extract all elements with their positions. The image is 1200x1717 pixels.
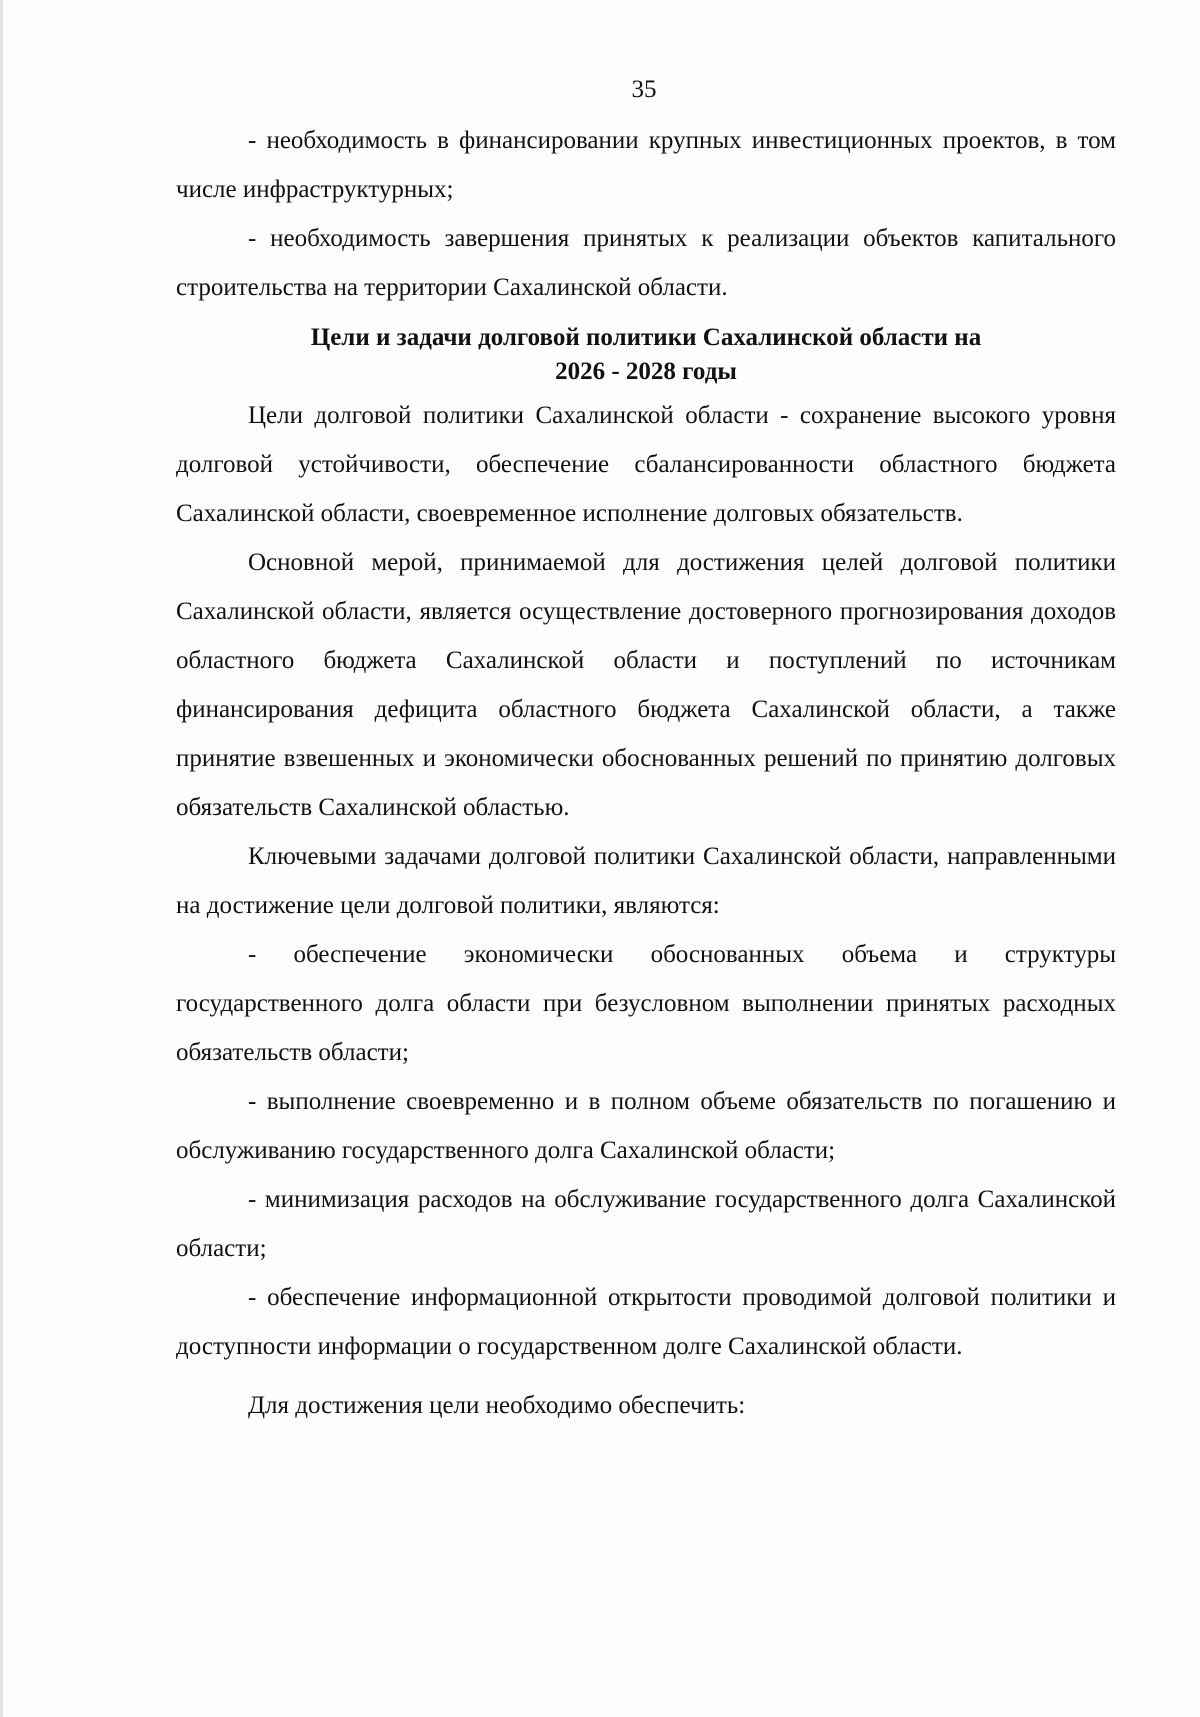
task-item: - обеспечение информационной открытости проводимой долговой политики и доступности информации о государственном долге Сахалинской области. [176, 1284, 1116, 1360]
goals-paragraph: Цели долговой политики Сахалинской области - сохранение высокого уровня долговой устойчивости, обеспечение сбалансированности областного бюджета Сахалинской области, своевременное исполнение долговых обязательств. [176, 402, 1116, 527]
task-item: - минимизация расходов на обслуживание государственного долга Сахалинской области; [176, 1186, 1116, 1262]
section-heading-line: Цели и задачи долговой политики Сахалинской области на [310, 324, 982, 351]
key-tasks-intro: Ключевыми задачами долговой политики Сахалинской области, направленными на достижение цели долговой политики, являются: [176, 843, 1116, 919]
closing-paragraph: Для достижения цели необходимо обеспечить: [248, 1392, 746, 1419]
section-heading [176, 321, 1116, 389]
document-body [176, 116, 1116, 1430]
task-item: - обеспечение экономически обоснованных объема и структуры государственного долга области при безусловном выполнении принятых расходных обязательств области; [176, 941, 1116, 1066]
section-heading-line: 2026 - 2028 годы [555, 358, 737, 385]
list-item: - необходимость в финансировании крупных инвестиционных проектов, в том числе инфраструктурных; [176, 127, 1116, 203]
page-number: 35 [631, 76, 657, 103]
list-item: - необходимость завершения принятых к реализации объектов капитального строительства на территории Сахалинской области. [176, 225, 1116, 301]
main-measure-paragraph: Основной мерой, принимаемой для достижения целей долговой политики Сахалинской области, является осуществление достоверного прогнозирования доходов областного бюджета Сахалинской области и поступлений по источникам финансирования дефицита областного бюджета Сахалинской области, а также принятие взвешенных и экономически обоснованных решений по принятию долговых обязательств Сахалинской областью. [176, 549, 1116, 821]
scan-edge [0, 0, 3, 1717]
task-item: - выполнение своевременно и в полном объеме обязательств по погашению и обслуживанию государственного долга Сахалинской области; [176, 1088, 1116, 1164]
